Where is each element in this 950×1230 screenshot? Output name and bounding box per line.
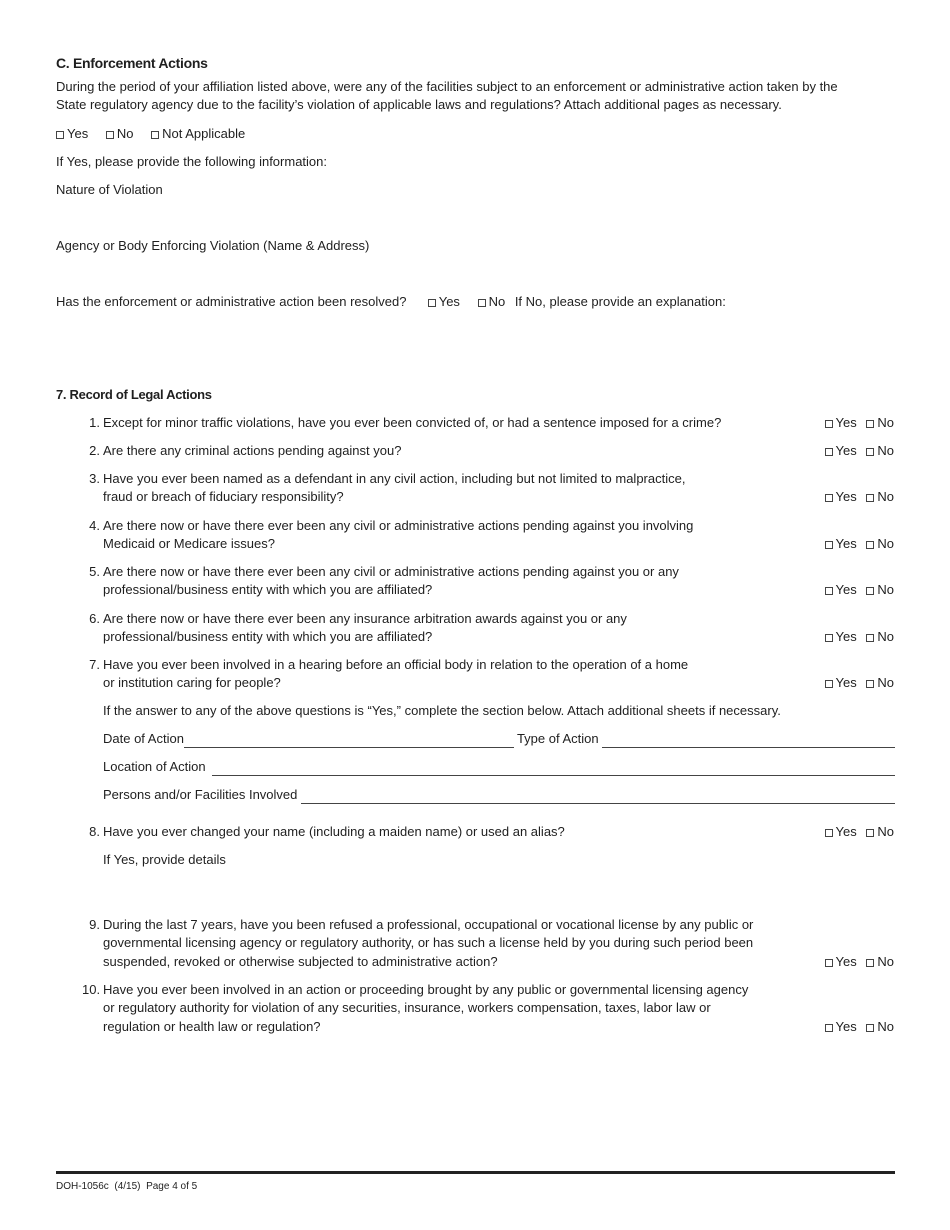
question-text-line-2: governmental licensing agency or regulatory authority, or has such a license held by you during such period been (103, 935, 754, 950)
answer-no[interactable]: No (866, 535, 894, 553)
persons-row (103, 786, 895, 804)
answer-yes[interactable]: Yes (825, 581, 857, 599)
yes-no-choice (825, 442, 894, 460)
question-number: 8. (89, 824, 100, 839)
answer-no[interactable]: No (866, 442, 894, 460)
checkbox-icon[interactable] (866, 587, 874, 595)
question-number: 6. (89, 611, 100, 626)
checkbox-icon[interactable] (825, 494, 833, 502)
checkbox-icon[interactable] (825, 1024, 833, 1032)
question-text-line-1: Are there now or have there ever been any insurance arbitration awards against you or any (103, 611, 627, 626)
location-of-action-label: Location of Action (103, 759, 206, 774)
type-of-action-field[interactable] (602, 733, 895, 748)
question-text-line-1: Have you ever been involved in an action or proceeding brought by any public or governmental licensing agency (103, 982, 749, 997)
question-number: 4. (89, 518, 100, 533)
page-number: Page 4 of 5 (146, 1181, 198, 1192)
yes-no-choice (825, 488, 894, 506)
footer (56, 1178, 197, 1196)
question-number: 7. (89, 657, 100, 672)
answer-yes[interactable]: Yes (825, 442, 857, 460)
location-of-action-field[interactable] (212, 761, 895, 776)
question-text-line-2: professional/business entity with which you are affiliated? (103, 582, 433, 597)
type-of-action-label: Type of Action (516, 731, 599, 746)
option-not-applicable[interactable]: Not Applicable (151, 125, 245, 143)
question-text-line-2: fraud or breach of fiduciary responsibility? (103, 489, 344, 504)
checkbox-icon[interactable] (825, 959, 833, 967)
yes-no-choice (825, 823, 894, 841)
question-text-line-3: suspended, revoked or otherwise subjected to administrative action? (103, 954, 498, 969)
question-text: Are there any criminal actions pending against you? (103, 443, 402, 458)
answer-no[interactable]: No (866, 414, 894, 432)
checkbox-icon[interactable] (825, 829, 833, 837)
question-number: 5. (89, 564, 100, 579)
yes-no-choice (825, 1018, 894, 1036)
checkbox-icon[interactable] (866, 829, 874, 837)
question-number: 2. (89, 443, 100, 458)
section-c-intro: During the period of your affiliation listed above, were any of the facilities subject to an enforcement or administrative action taken by the State regulatory agency due to the facility’s violation of applicable laws and regulations? Attach additional pages as necessary. (56, 79, 838, 112)
checkbox-icon[interactable] (56, 131, 64, 139)
question-number: 10. (82, 982, 101, 997)
answer-no[interactable]: No (866, 1018, 894, 1036)
yes-no-choice (825, 414, 894, 432)
if-yes-label: If Yes, please provide the following information: (56, 154, 328, 169)
date-type-row (103, 730, 895, 748)
checkbox-icon[interactable] (866, 420, 874, 428)
date-of-action-field[interactable] (184, 733, 514, 748)
answer-yes[interactable]: Yes (825, 535, 857, 553)
option-yes[interactable]: Yes (56, 125, 88, 143)
checkbox-icon[interactable] (825, 448, 833, 456)
checkbox-icon[interactable] (825, 680, 833, 688)
checkbox-icon[interactable] (825, 541, 833, 549)
checkbox-icon[interactable] (428, 299, 436, 307)
answer-no[interactable]: No (866, 488, 894, 506)
checkbox-icon[interactable] (866, 541, 874, 549)
checkbox-icon[interactable] (866, 494, 874, 502)
answer-yes[interactable]: Yes (825, 1018, 857, 1036)
resolved-yes[interactable]: Yes (428, 293, 460, 311)
checkbox-icon[interactable] (151, 131, 159, 139)
yes-no-choice (825, 953, 894, 971)
answer-yes[interactable]: Yes (825, 414, 857, 432)
question-text-line-1: During the last 7 years, have you been refused a professional, occupational or vocational license by any public or (103, 917, 754, 932)
answer-yes[interactable]: Yes (825, 674, 857, 692)
agency-label: Agency or Body Enforcing Violation (Name & Address) (56, 238, 370, 253)
question-text-line-2: Medicaid or Medicare issues? (103, 536, 275, 551)
checkbox-icon[interactable] (106, 131, 114, 139)
resolved-question: Has the enforcement or administrative action been resolved? (56, 294, 407, 309)
checkbox-icon[interactable] (866, 634, 874, 642)
details-label: If Yes, provide details (103, 852, 226, 867)
yes-no-choice (825, 628, 894, 646)
checkbox-icon[interactable] (478, 299, 486, 307)
checkbox-icon[interactable] (866, 448, 874, 456)
question-text-line-3: regulation or health law or regulation? (103, 1019, 321, 1034)
question-text-line-2: professional/business entity with which you are affiliated? (103, 629, 433, 644)
resolved-no[interactable]: No (478, 293, 506, 311)
yes-no-choice (825, 581, 894, 599)
answer-yes[interactable]: Yes (825, 823, 857, 841)
question-text-line-1: Have you ever been named as a defendant in any civil action, including but not limited to malpractice, (103, 471, 686, 486)
answer-yes[interactable]: Yes (825, 488, 857, 506)
question-text-line-1: Are there now or have there ever been any civil or administrative actions pending against you or any (103, 564, 679, 579)
checkbox-icon[interactable] (825, 634, 833, 642)
answer-no[interactable]: No (866, 581, 894, 599)
date-of-action-label: Date of Action (103, 731, 184, 746)
form-id: DOH-1056c (56, 1181, 109, 1192)
option-no[interactable]: No (106, 125, 134, 143)
yes-no-choice (825, 535, 894, 553)
section-c-heading: C. Enforcement Actions (56, 55, 208, 71)
nature-of-violation-label: Nature of Violation (56, 182, 163, 197)
question-number: 3. (89, 471, 100, 486)
resolved-explain: If No, please provide an explanation: (514, 294, 726, 309)
answer-no[interactable]: No (866, 823, 894, 841)
section-7-heading: 7. Record of Legal Actions (56, 387, 212, 402)
answer-yes[interactable]: Yes (825, 953, 857, 971)
answer-no[interactable]: No (866, 953, 894, 971)
persons-involved-label: Persons and/or Facilities Involved (103, 787, 298, 802)
persons-involved-field[interactable] (301, 789, 895, 804)
question-text: Have you ever changed your name (including a maiden name) or used an alias? (103, 824, 565, 839)
answer-no[interactable]: No (866, 674, 894, 692)
location-row (103, 758, 895, 776)
question-text: Except for minor traffic violations, have you ever been convicted of, or had a sentence imposed for a crime? (103, 415, 722, 430)
question-text-line-1: Are there now or have there ever been any civil or administrative actions pending against you involving (103, 518, 694, 533)
answer-yes[interactable]: Yes (825, 628, 857, 646)
checkbox-icon[interactable] (825, 420, 833, 428)
footer-divider (56, 1171, 895, 1174)
section-c-options (56, 125, 245, 143)
resolved-row (56, 293, 726, 311)
checkbox-icon[interactable] (866, 680, 874, 688)
followup-note: If the answer to any of the above questions is “Yes,” complete the section below. Attach additional sheets if necessary. (103, 703, 781, 718)
checkbox-icon[interactable] (866, 1024, 874, 1032)
question-text-line-1: Have you ever been involved in a hearing before an official body in relation to the operation of a home (103, 657, 689, 672)
question-text-line-2: or regulatory authority for violation of any securities, insurance, workers compensation, taxes, labor law or (103, 1000, 711, 1015)
yes-no-choice (825, 674, 894, 692)
question-text-line-2: or institution caring for people? (103, 675, 281, 690)
checkbox-icon[interactable] (866, 959, 874, 967)
question-number: 9. (89, 917, 100, 932)
answer-no[interactable]: No (866, 628, 894, 646)
question-number: 1. (89, 415, 100, 430)
checkbox-icon[interactable] (825, 587, 833, 595)
form-revision: (4/15) (114, 1181, 141, 1192)
